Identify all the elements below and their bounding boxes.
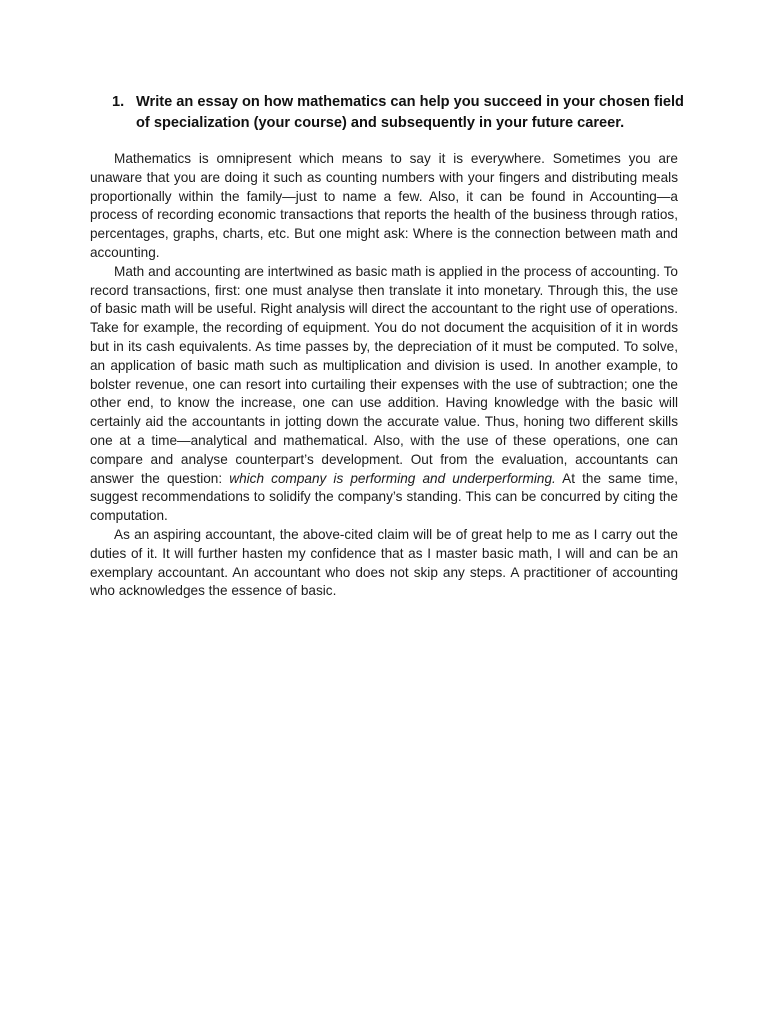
question-number: 1. [112,94,125,110]
essay-paragraph-2-text-end: At the same time, suggest recommendations to solidify the company’s standing. This can be concurred by citing the computation. [90,470,678,524]
essay-body [90,150,678,601]
essay-paragraph-3: As an aspiring accountant, the above-cited claim will be of great help to me as I carry out the duties of it. It will further hasten my confidence that as I master basic math, I will and can be an exemplary accountant. An accountant who does not skip any steps. A practitioner of accounting who acknowledges the essence of basic. [90,526,678,599]
essay-paragraph-2-text-start: Math and accounting are intertwined as basic math is applied in the process of accounting. To record transactions, first: one must analyse then translate it into monetary. Through this, the use of basic math will be useful. Right analysis will direct the accountant to the right use of operations. Take for example, the recording of equipment. You do not document the acquisition of it in words but in its cash equivalents. As time passes by, the depreciation of it must be computed. To solve, an application of basic math such as multiplication and division is used. In another example, to bolster revenue, one can resort into curtailing their expenses with the use of subtraction; one the other end, to know the increase, one can use addition. Having knowledge with the basic will certainly aid the accountants in jotting down the accurate value. Thus, honing two different skills one at a time—analytical and mathematical. Also, with the use of these operations, one can compare and analyse counterpart’s development. Out from the evaluation, accountants can answer the question: [90,263,678,486]
essay-question [112,92,692,134]
question-text: Write an essay on how mathematics can help you succeed in your chosen field of specialization (your course) and subsequently in your future career. [136,94,684,131]
essay-paragraph-1: Mathematics is omnipresent which means to say it is everywhere. Sometimes you are unaware that you are doing it such as counting numbers with your fingers and distributing meals proportionally within the family—just to name a few. Also, it can be found in Accounting—a process of recording economic transactions that reports the health of the business through ratios, percentages, graphs, charts, etc. But one might ask: Where is the connection between math and accounting. [90,151,678,260]
essay-paragraph-2 [90,263,678,526]
essay-italic-question: which company is performing and underperforming. [229,470,556,486]
